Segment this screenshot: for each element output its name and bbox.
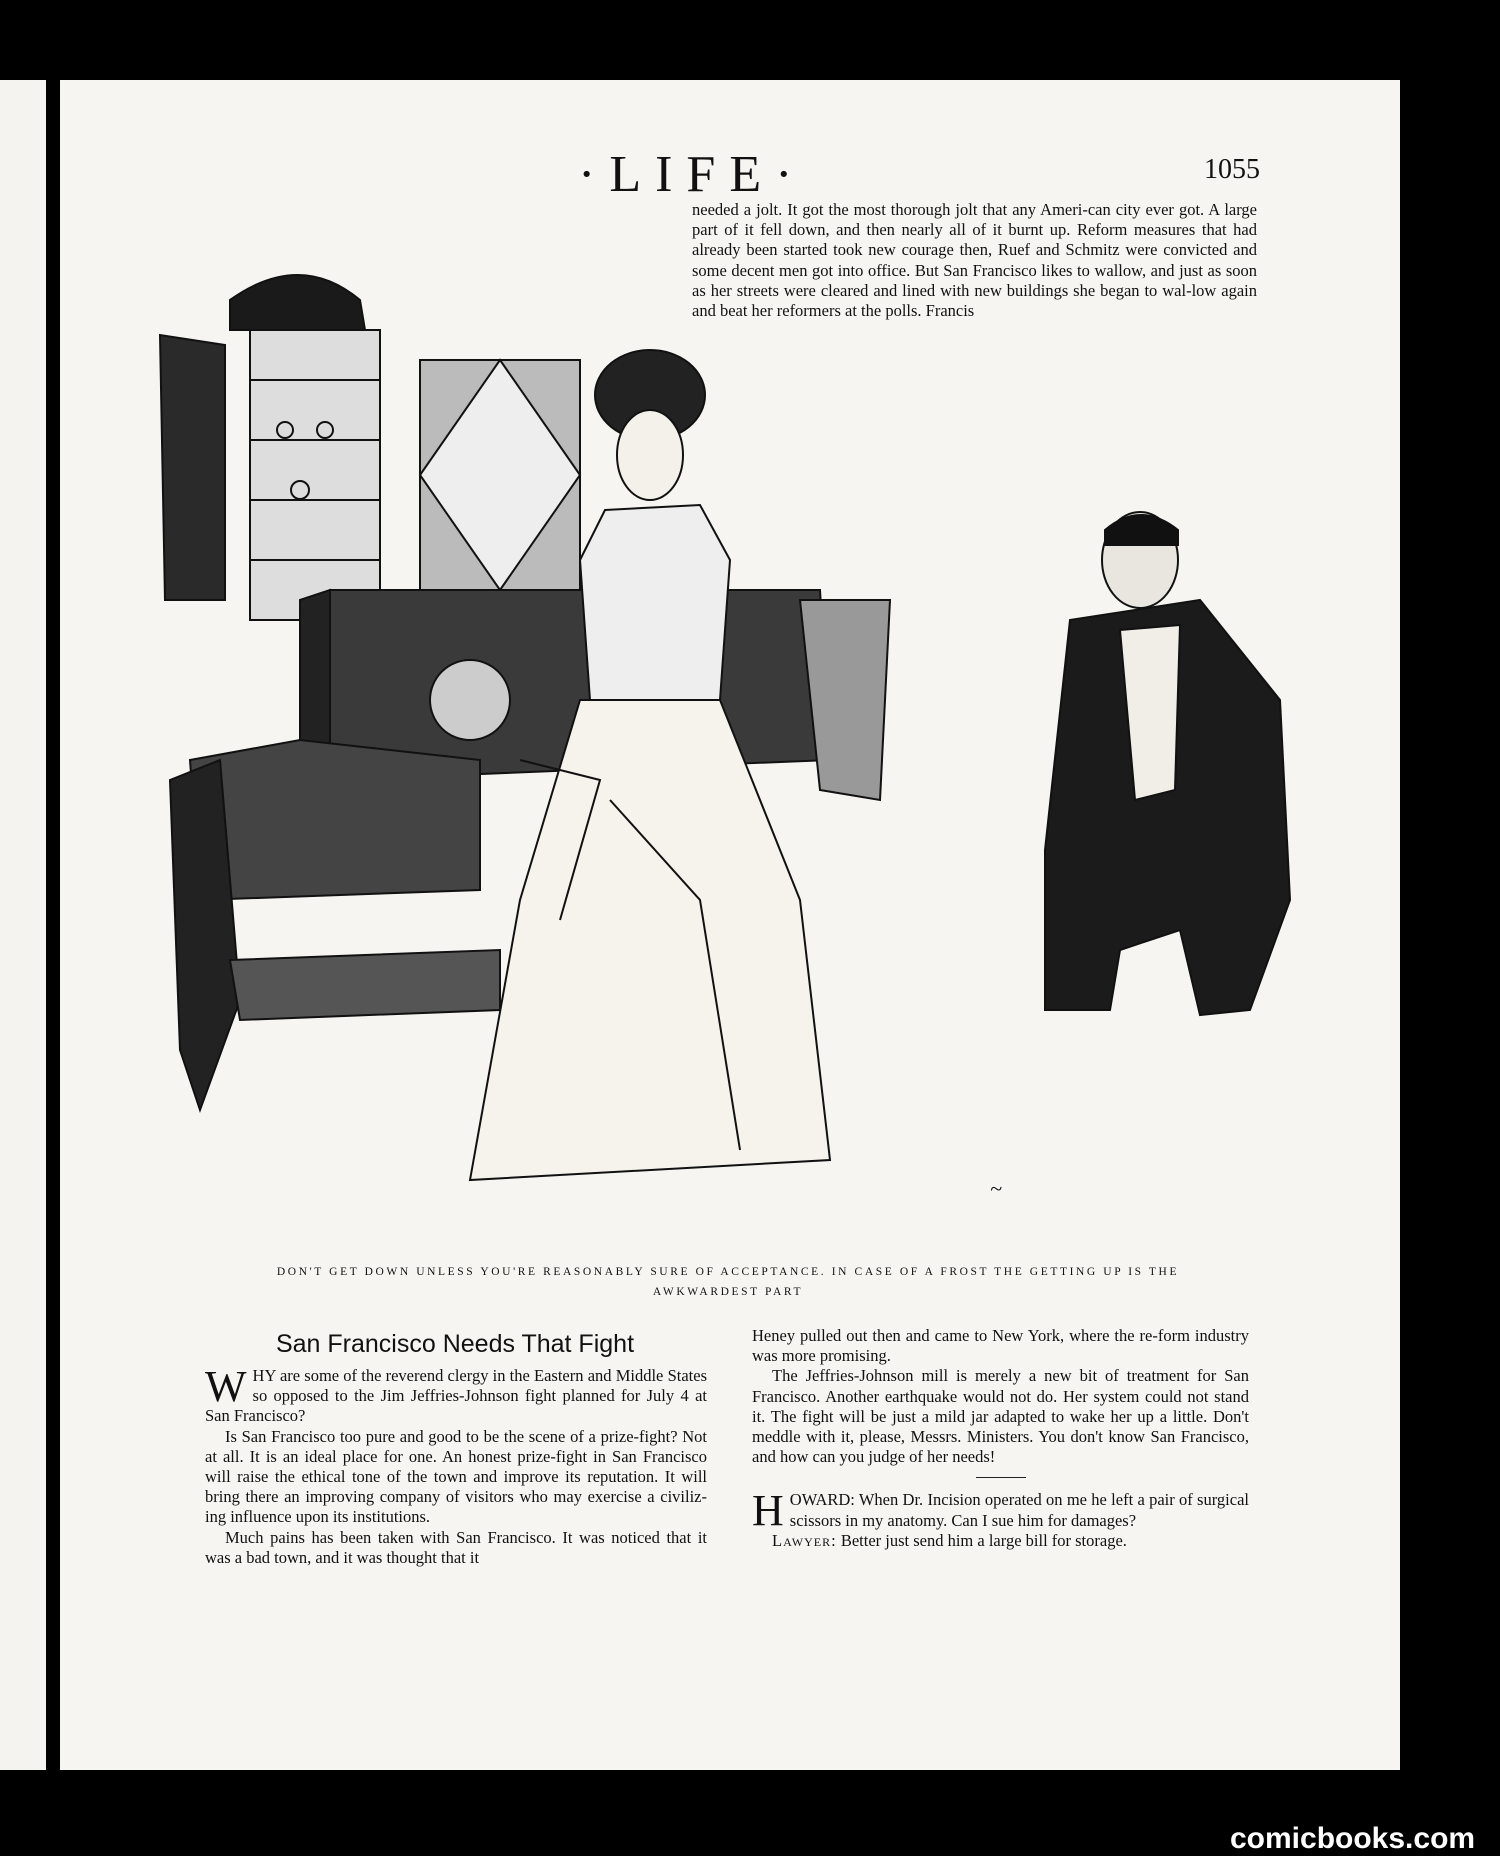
top-column-text: needed a jolt. It got the most thorough jolt that any Ameri-can city ever got. A large part of it fell down, and then nearly all of it burnt up. Reform measures that had already been started took new courage then, Ruef and Schmitz were convicted and some decent men got into office. But San Francisco likes to wallow, and just as soon as her streets were cleared and lined with new buildings she began to wal-low again and beat her reformers at the polls. Francis: [692, 200, 1257, 321]
article-paragraph-2: Is San Francisco too pure and good to be the scene of a prize-fight? Not at all. It is an ideal place for one. An honest prize-fight in San Francisco will raise the ethical tone of the town and improve its reputation. It will bring there an improving company of visitors who may exercise a civiliz-ing influence upon its institutions.: [205, 1426, 707, 1527]
caption-line-2: AWKWARDEST PART: [652, 1286, 804, 1298]
site-watermark: comicbooks.com: [1230, 1822, 1476, 1855]
article-paragraph-4: Heney pulled out then and came to New York, where the re-form industry was more promising.: [752, 1326, 1249, 1366]
article-right-column: [752, 1326, 1249, 1551]
article-paragraph-1-text: HY are some of the reverend clergy in the Eastern and Middle States so opposed to the Jim Jeffries-Johnson fight planned for July 4 at San Francisco?: [205, 1366, 707, 1426]
lawyer-label: Lawyer:: [772, 1530, 837, 1550]
lawyer-text: Better just send him a large bill for storage.: [840, 1530, 1127, 1550]
top-column: [692, 200, 1257, 321]
facing-page-edge: [0, 80, 46, 1770]
joke-drop-cap: H: [752, 1486, 784, 1536]
illustration-caption: [248, 1262, 1208, 1302]
article-headline: San Francisco Needs That Fight: [275, 1330, 635, 1358]
joke-paragraph: [752, 1486, 1249, 1536]
page-number: 1055: [1204, 154, 1260, 185]
article-paragraph-3: Much pains has been taken with San Francisco. It was noticed that it was a bad town, and it was thought that it: [205, 1527, 707, 1567]
masthead: ·LIFE·: [578, 146, 807, 203]
caption-line-1: DON'T GET DOWN UNLESS YOU'RE REASONABLY SURE OF ACCEPTANCE. IN CASE OF A FROST THE GETTING UP IS THE: [276, 1266, 1180, 1278]
article-paragraph-1: [205, 1362, 707, 1427]
article-paragraph-5: The Jeffries-Johnson mill is merely a new bit of treatment for San Francisco. Another earthquake would not do. Her system could not stand it. The fight will be just a mild jar adapted to wake her up a little. Don't meddle with it, please, Messrs. Ministers. You don't know San Francisco, and how can you judge of her needs!: [752, 1366, 1249, 1467]
article-left-column: [205, 1362, 707, 1568]
drop-cap: W: [205, 1362, 247, 1411]
artist-signature: ~: [990, 1176, 1002, 1201]
joke-text: OWARD: When Dr. Incision operated on me he left a pair of surgical scissors in my anatomy. Can I sue him for damages?: [789, 1490, 1249, 1530]
section-divider: [976, 1477, 1026, 1478]
lawyer-line: [752, 1531, 1249, 1551]
